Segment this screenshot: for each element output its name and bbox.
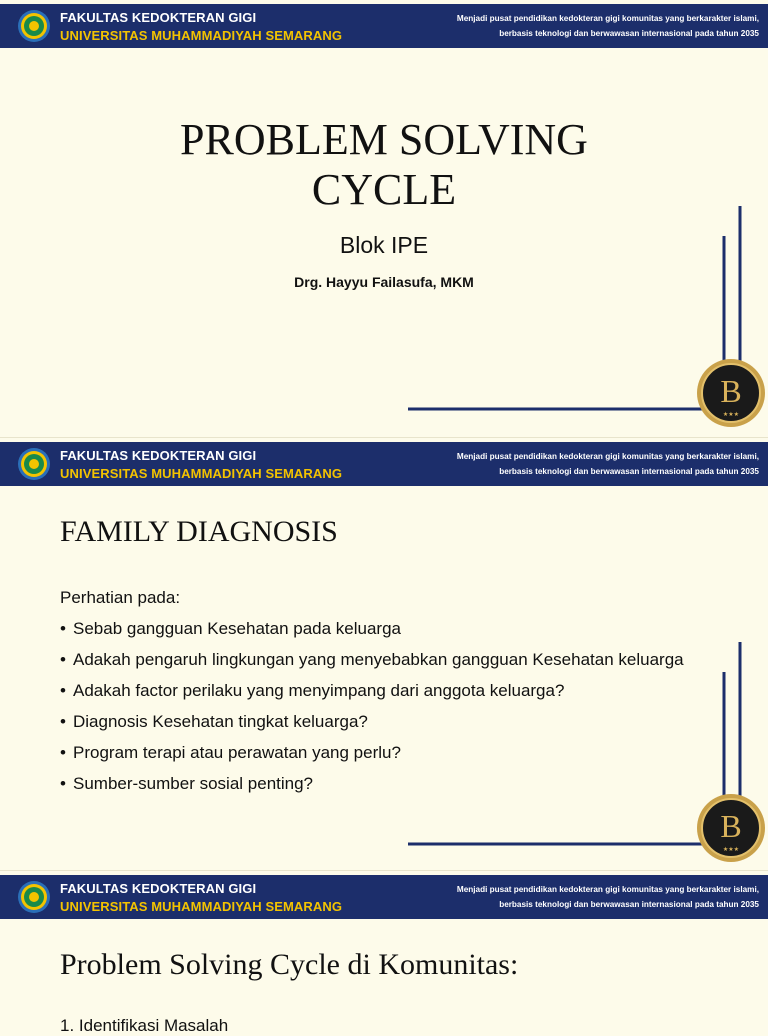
page-title: [0, 115, 768, 215]
badge-letter: B: [720, 373, 742, 409]
vision-tagline-line1: Menjadi pusat pendidikan kedokteran gigi komunitas yang berkarakter islami,: [456, 452, 759, 461]
faculty-name: FAKULTAS KEDOKTERAN GIGI: [60, 448, 257, 463]
faculty-name: FAKULTAS KEDOKTERAN GIGI: [60, 881, 257, 896]
subtitle: Blok IPE: [339, 232, 429, 258]
badge-letter: B: [720, 808, 742, 844]
list-item: • Sebab gangguan Kesehatan pada keluarga: [60, 618, 710, 640]
badge-stars: ★★★: [722, 411, 740, 418]
intro-text: Perhatian pada:: [60, 588, 181, 607]
decorative-lines: [0, 0, 768, 432]
university-name: UNIVERSITAS MUHAMMADIYAH SEMARANG: [60, 899, 343, 914]
bullet-list: [60, 618, 710, 804]
vision-tagline-line2: berbasis teknologi dan berwawasan internasional pada tahun 2035: [499, 29, 759, 38]
vision-tagline-line2: berbasis teknologi dan berwawasan internasional pada tahun 2035: [499, 900, 759, 909]
vision-tagline-line1: Menjadi pusat pendidikan kedokteran gigi komunitas yang berkarakter islami,: [456, 885, 759, 894]
slide-heading: Problem Solving Cycle di Komunitas:: [60, 948, 519, 981]
list-item: • Sumber-sumber sosial penting?: [60, 773, 710, 795]
slide-family-diagnosis: [0, 437, 768, 869]
university-name: UNIVERSITAS MUHAMMADIYAH SEMARANG: [60, 466, 343, 481]
title-line2: CYCLE: [311, 165, 457, 214]
header-banner: [0, 875, 768, 919]
university-name: UNIVERSITAS MUHAMMADIYAH SEMARANG: [60, 28, 343, 43]
list-item: • Program terapi atau perawatan yang perlu?: [60, 742, 710, 764]
university-logo-icon: [17, 9, 51, 43]
slide-heading: FAMILY DIAGNOSIS: [60, 515, 338, 548]
header-banner: [0, 4, 768, 48]
slide-title: [0, 0, 768, 432]
list-item: • Adakah pengaruh lingkungan yang menyebabkan gangguan Kesehatan keluarga: [60, 649, 710, 671]
author-name: Drg. Hayyu Failasufa, MKM: [294, 274, 474, 290]
badge-b-icon: [696, 358, 766, 428]
university-logo-icon: [17, 447, 51, 481]
faculty-name: FAKULTAS KEDOKTERAN GIGI: [60, 10, 257, 25]
numbered-list-item: 1. Identifikasi Masalah: [60, 1016, 229, 1035]
header-banner: [0, 442, 768, 486]
badge-stars: ★★★: [722, 846, 740, 853]
list-item: • Adakah factor perilaku yang menyimpang dari anggota keluarga?: [60, 680, 710, 702]
title-line1: PROBLEM SOLVING: [180, 115, 588, 164]
university-logo-icon: [17, 880, 51, 914]
slide-problem-solving-cycle: [0, 870, 768, 1035]
list-item: • Diagnosis Kesehatan tingkat keluarga?: [60, 711, 710, 733]
vision-tagline-line2: berbasis teknologi dan berwawasan internasional pada tahun 2035: [499, 467, 759, 476]
vision-tagline-line1: Menjadi pusat pendidikan kedokteran gigi komunitas yang berkarakter islami,: [456, 14, 759, 23]
